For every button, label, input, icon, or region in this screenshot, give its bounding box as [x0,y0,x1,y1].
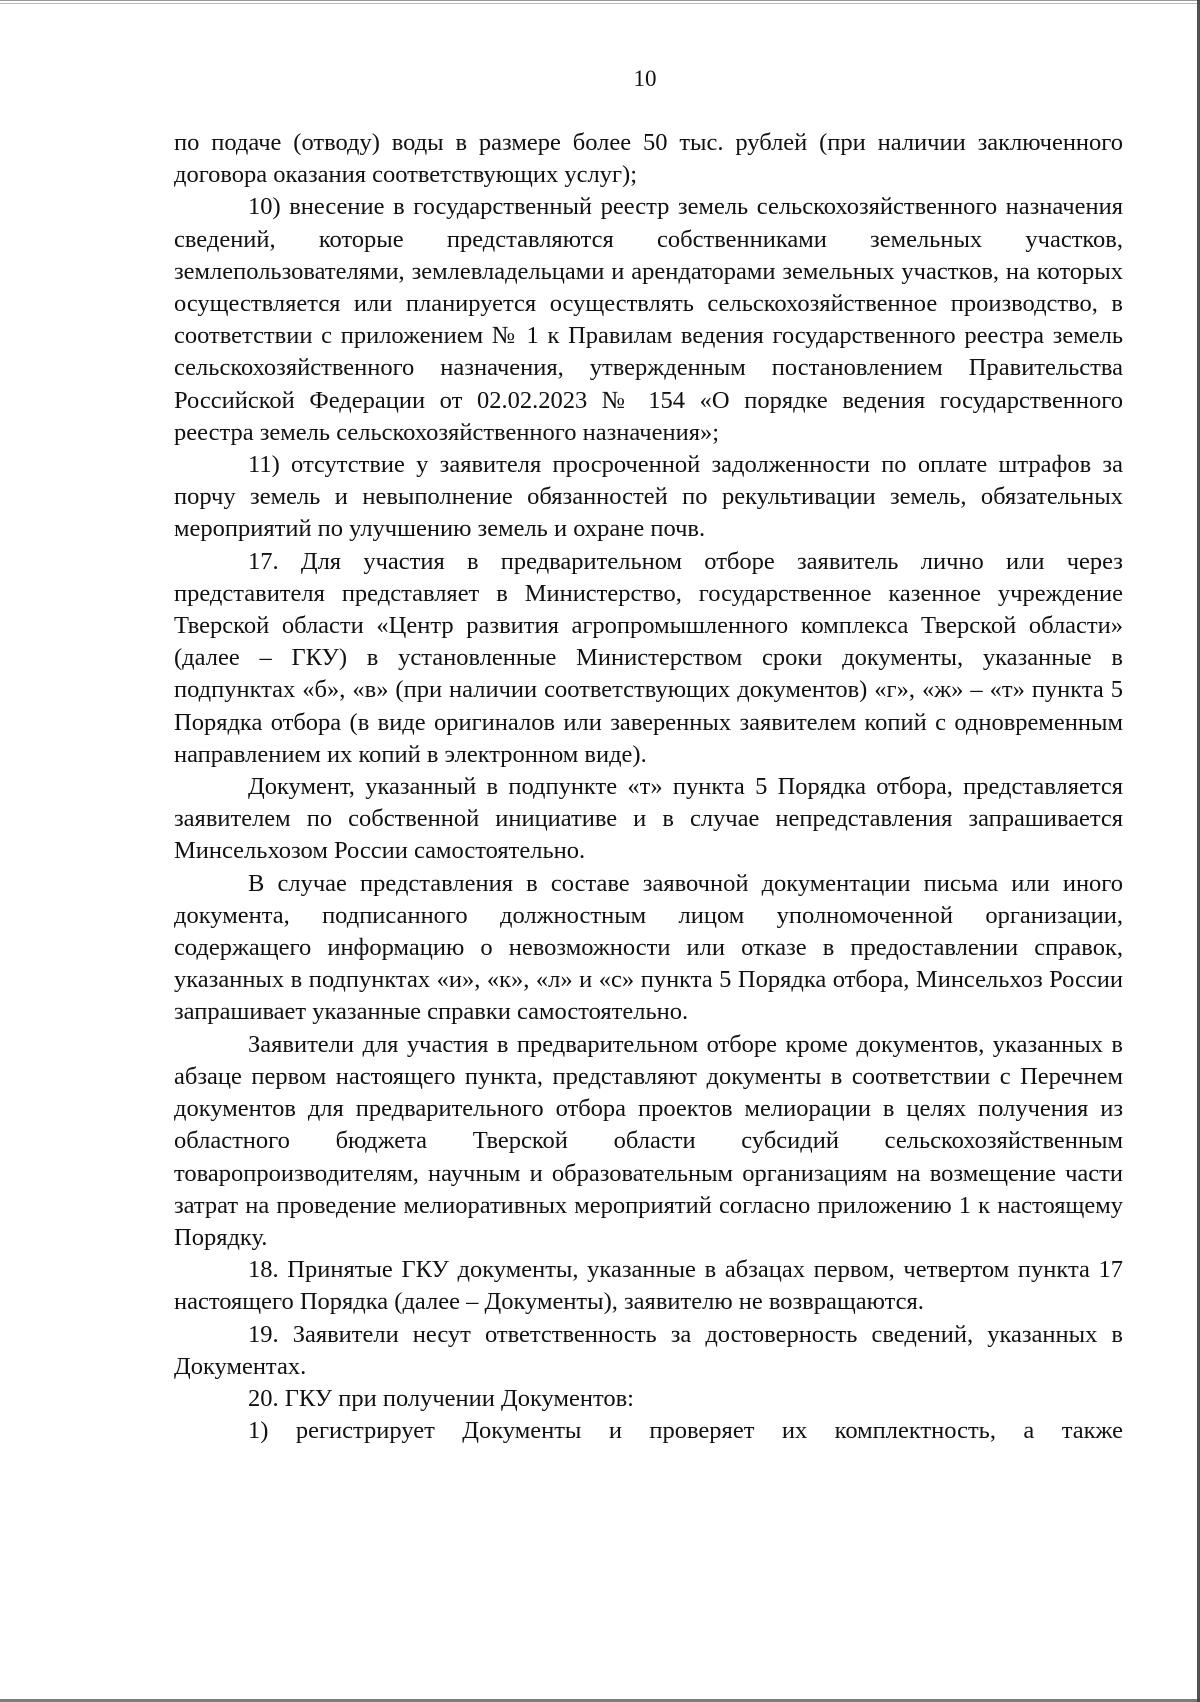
scan-edge-top [0,0,1200,4]
paragraph: по подаче (отводу) воды в размере более 50 тыс. рублей (при наличии заключенного договора оказания соответствующих услуг); [174,129,1123,189]
paragraph: В случае представления в составе заявочной документации письма или иного документа, подписанного должностным лицом уполномоченной организации, содержащего информацию о невозможности или отказе в предоставлении справок, указанных в подпунктах «и», «к», «л» и «с» пункта 5 Порядка отбора, Минсельхоз России запрашивает указанные справки самостоятельно. [174,869,1123,1026]
paragraph: 19. Заявители несут ответственность за достоверность сведений, указанных в Документах. [174,1320,1123,1380]
page-number: 10 [633,66,657,91]
document-body [174,127,1123,1447]
paragraph: Заявители для участия в предварительном отборе кроме документов, указанных в абзаце первом настоящего пункта, представляют документы в соответствии с Перечнем документов для предварительного отбора проектов мелиорации в целях получения из областного бюджета Тверской области субсидий сельскохозяйственным товаропроизводителям, научным и образовательным организациям на возмещение части затрат на проведение мелиоративных мероприятий согласно приложению 1 к настоящему Порядку. [174,1030,1123,1251]
paragraph: 18. Принятые ГКУ документы, указанные в абзацах первом, четвертом пункта 17 настоящего Порядка (далее – Документы), заявителю не возвращаются. [174,1256,1123,1316]
paragraph: 11) отсутствие у заявителя просроченной задолженности по оплате штрафов за порчу земель и невыполнение обязанностей по рекультивации земель, обязательных мероприятий по улучшению земель и охране почв. [174,451,1123,543]
paragraph-last: 1) регистрирует Документы и проверяет их комплектность, а также [248,1417,1123,1445]
paragraph: 10) внесение в государственный реестр земель сельскохозяйственного назначения сведений, которые представляются собственниками земельных участков, землепользователями, землевладельцами и арендаторами земельных участков, на которых осуществляется или планируется осуществлять сельскохозяйственное производство, в соответствии с приложением № 1 к Правилам ведения государственного реестра земель сельскохозяйственного назначения, утвержденным постановлением Правительства Российской Федерации от 02.02.2023 № 154 «О порядке ведения государственного реестра земель сельскохозяйственного назначения»; [174,193,1123,446]
paragraph: 20. ГКУ при получении Документов: [248,1384,634,1412]
paragraph: 17. Для участия в предварительном отборе заявитель лично или через представителя представляет в Министерство, государственное казенное учреждение Тверской области «Центр развития агропромышленного комплекса Тверской области» (далее – ГКУ) в установленные Министерством сроки документы, указанные в подпунктах «б», «в» (при наличии соответствующих документов) «г», «ж» – «т» пункта 5 Порядка отбора (в виде оригиналов или заверенных заявителем копий с одновременным направлением их копий в электронном виде). [174,547,1123,768]
paragraph: Документ, указанный в подпункте «т» пункта 5 Порядка отбора, представляется заявителем по собственной инициативе и в случае непредставления запрашивается Минсельхозом России самостоятельно. [174,773,1123,865]
